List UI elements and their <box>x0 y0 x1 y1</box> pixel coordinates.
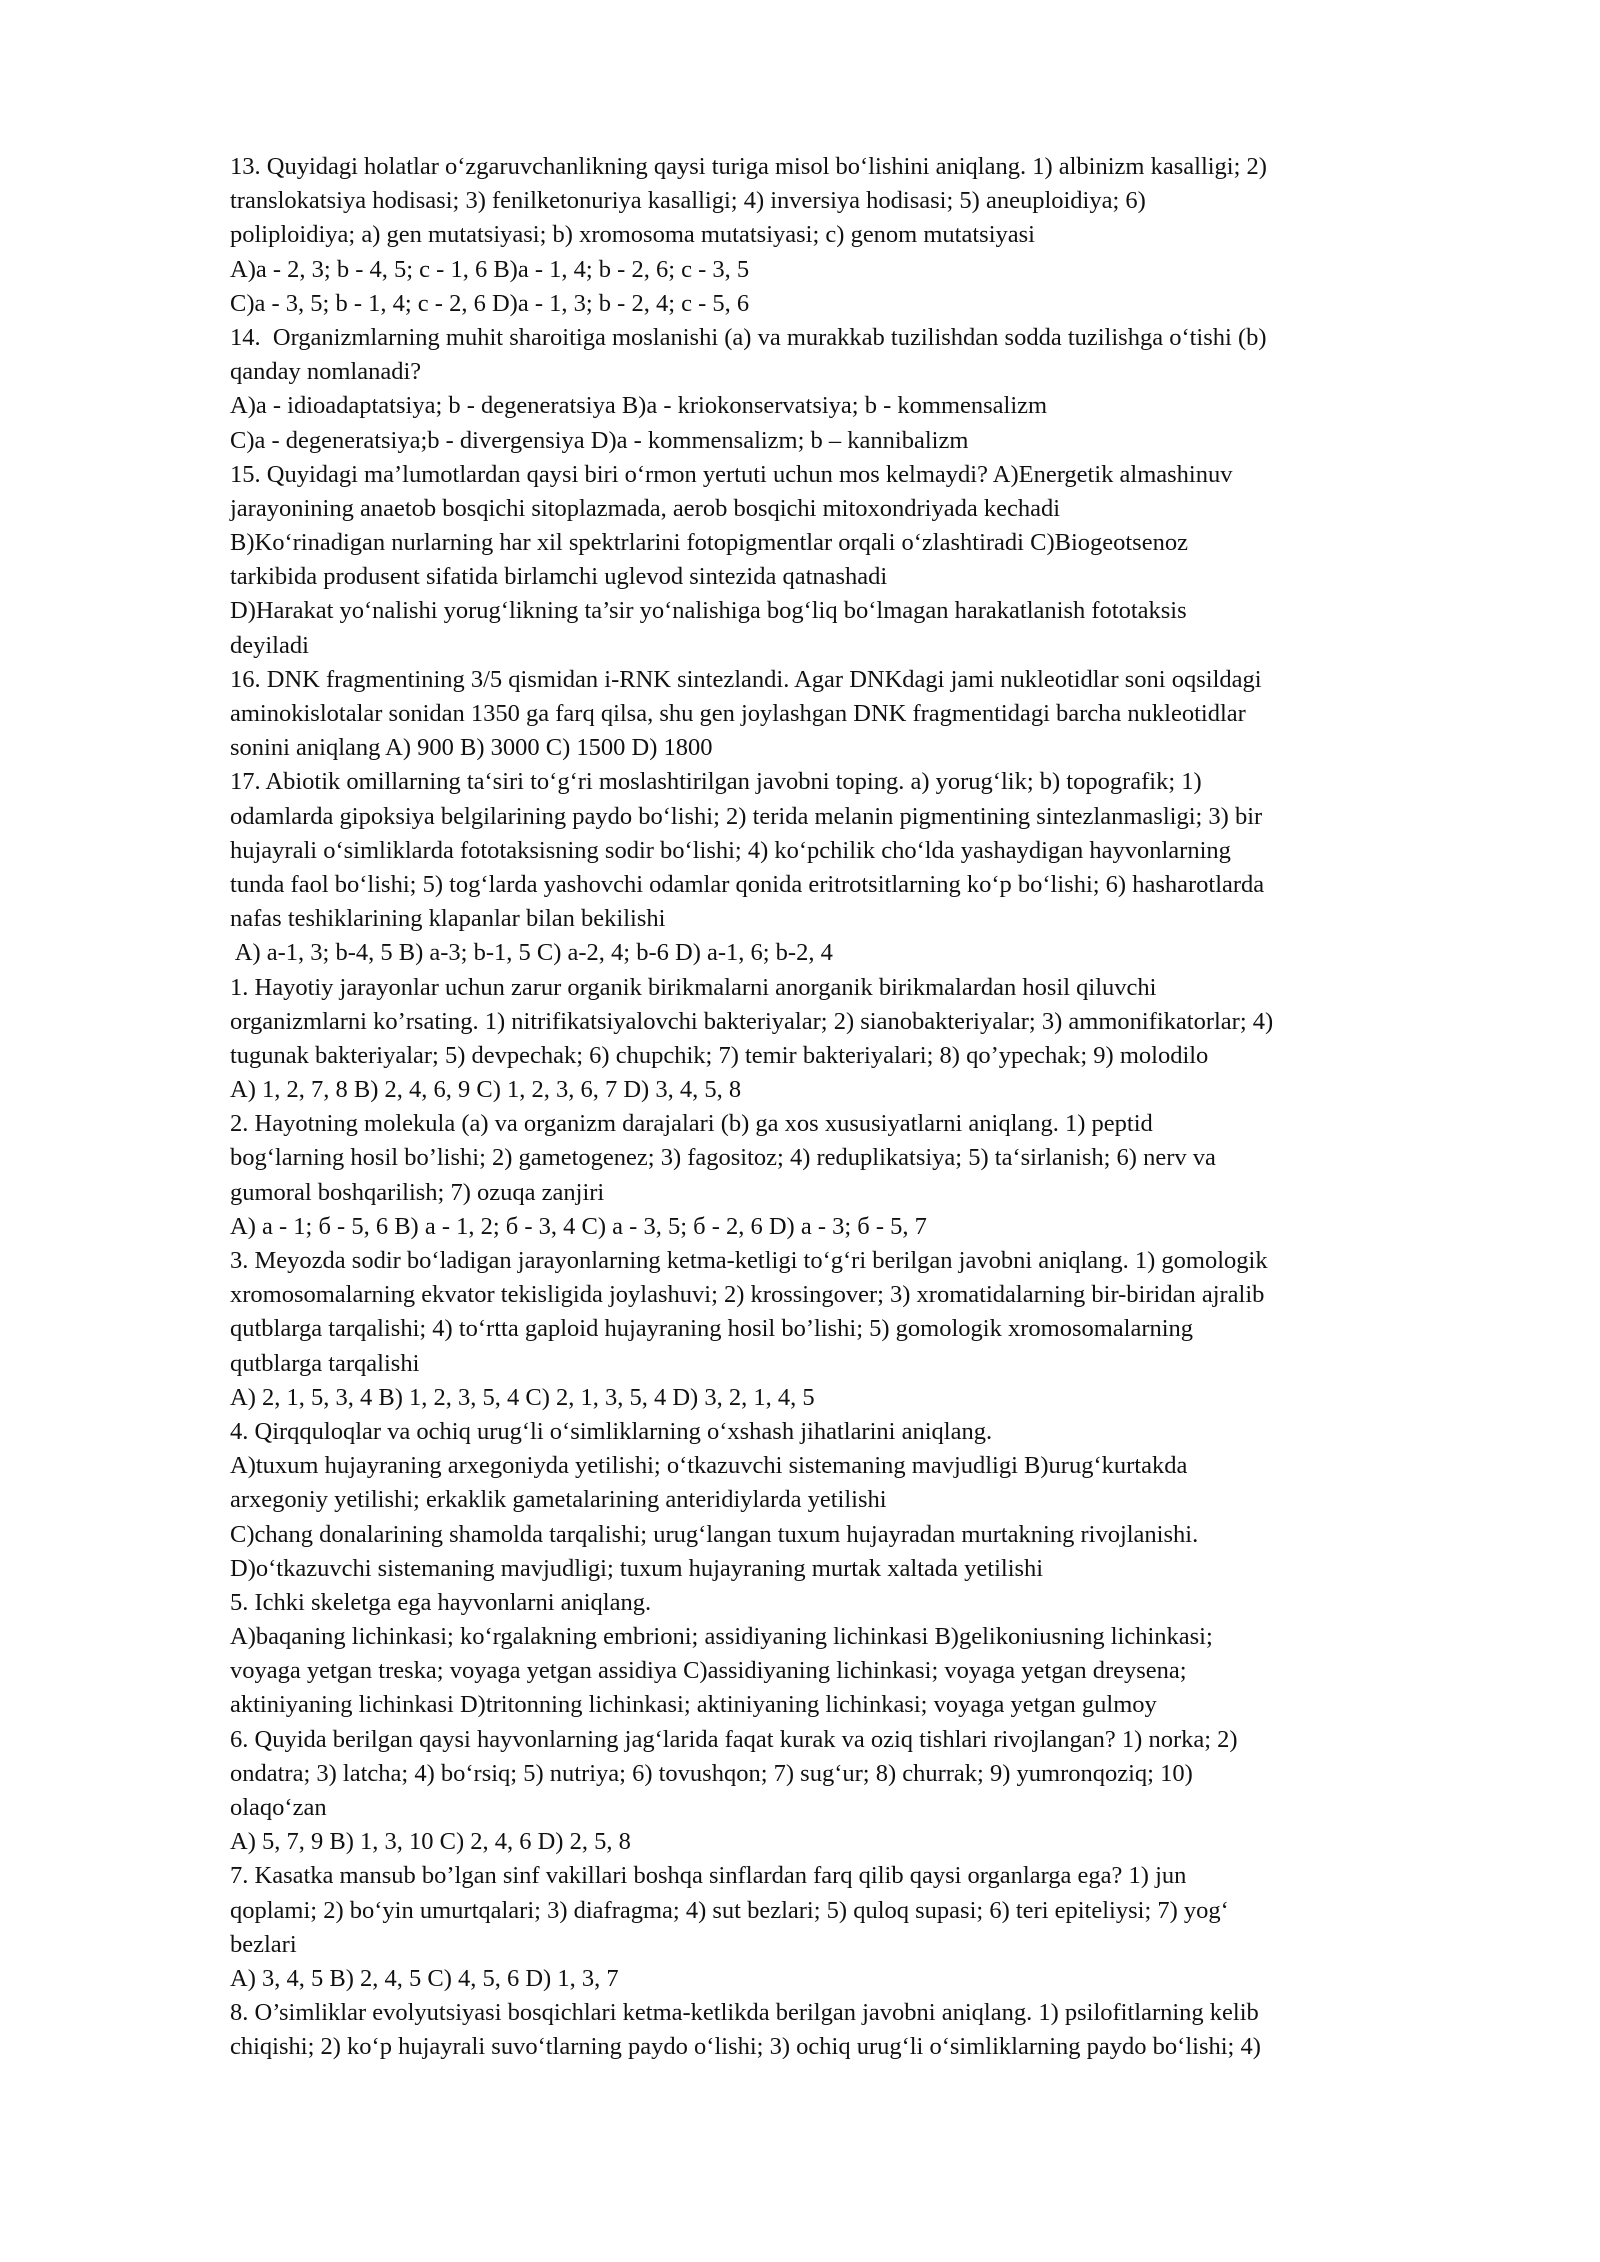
text-line: D)o‘tkazuvchi sistemaning mavjudligi; tuxum hujayraning murtak xaltada yetilishi <box>230 1554 1044 1582</box>
text-line: 6. Quyida berilgan qaysi hayvonlarning jag‘larida faqat kurak va oziq tishlari rivojlangan? 1) norka; 2) <box>230 1725 1238 1753</box>
text-line: arxegoniy yetilishi; erkaklik gametalarining anteridiylarda yetilishi <box>230 1486 887 1514</box>
text-line: qanday nomlanadi? <box>230 358 422 386</box>
text-line: xromosomalarning ekvator tekisligida joylashuvi; 2) krossingover; 3) xromatidalarning bir-biridan ajralib <box>230 1281 1265 1309</box>
text-line: aktiniyaning lichinkasi D)tritonning lichinkasi; aktiniyaning lichinkasi; voyaga yetgan gulmoy <box>230 1691 1157 1719</box>
text-line: jarayonining anaetob bosqichi sitoplazmada, aerob bosqichi mitoxondriyada kechadi <box>230 494 1061 522</box>
text-line: bezlari <box>230 1930 297 1958</box>
text-line: C)a - degeneratsiya;b - divergensiya D)a - kommensalizm; b – kannibalizm <box>230 426 969 454</box>
text-line: D)Harakat yo‘nalishi yorug‘likning ta’sir yo‘nalishiga bog‘liq bo‘lmagan harakatlanish fototaksis <box>230 597 1187 625</box>
text-line: A) 2, 1, 5, 3, 4 B) 1, 2, 3, 5, 4 C) 2, 1, 3, 5, 4 D) 3, 2, 1, 4, 5 <box>230 1383 815 1411</box>
text-line: A) a - 1; б - 5, 6 B) a - 1, 2; б - 3, 4 C) a - 3, 5; б - 2, 6 D) a - 3; б - 5, 7 <box>230 1212 927 1240</box>
text-line: poliploidiya; a) gen mutatsiyasi; b) xromosoma mutatsiyasi; c) genom mutatsiyasi <box>230 221 1035 249</box>
text-line: chiqishi; 2) ko‘p hujayrali suvo‘tlarning paydo o‘lishi; 3) ochiq urug‘li o‘simliklarning paydo bo‘lishi; 4) <box>230 2033 1261 2061</box>
text-line: 5. Ichki skeletga ega hayvonlarni aniqlang. <box>230 1588 652 1616</box>
text-line: tunda faol bo‘lishi; 5) tog‘larda yashovchi odamlar qonida eritrotsitlarning ko‘p bo‘lishi; 6) hasharotlarda <box>230 870 1265 898</box>
text-line: A)baqaning lichinkasi; ko‘rgalakning embrioni; assidiyaning lichinkasi B)gelikoniusning lichinkasi; <box>230 1623 1213 1651</box>
document-body <box>230 150 1525 2065</box>
text-line: A)a - 2, 3; b - 4, 5; c - 1, 6 B)a - 1, 4; b - 2, 6; c - 3, 5 <box>230 255 750 283</box>
text-line: C)chang donalarining shamolda tarqalishi; urug‘langan tuxum hujayradan murtakning rivojlanishi. <box>230 1520 1199 1548</box>
text-line: translokatsiya hodisasi; 3) fenilketonuriya kasalligi; 4) inversiya hodisasi; 5) aneuploidiya; 6) <box>230 187 1146 215</box>
text-line: 17. Abiotik omillarning ta‘siri to‘g‘ri moslashtirilgan javobni toping. a) yorug‘lik; b) topografik; 1) <box>230 768 1202 796</box>
text-line: A)a - idioadaptatsiya; b - degeneratsiya B)a - kriokonservatsiya; b - kommensalizm <box>230 392 1048 420</box>
text-line: gumoral boshqarilish; 7) ozuqa zanjiri <box>230 1178 605 1206</box>
text-line: 15. Quyidagi ma’lumotlardan qaysi biri o‘rmon yertuti uchun mos kelmaydi? A)Energetik almashinuv <box>230 460 1233 488</box>
text-line: sonini aniqlang A) 900 B) 3000 C) 1500 D) 1800 <box>230 734 713 762</box>
text-line: A) 1, 2, 7, 8 B) 2, 4, 6, 9 C) 1, 2, 3, 6, 7 D) 3, 4, 5, 8 <box>230 1076 742 1104</box>
text-line: 16. DNK fragmentining 3/5 qismidan i-RNK sintezlandi. Agar DNKdagi jami nukleotidlar soni oqsildagi <box>230 665 1262 693</box>
text-line: organizmlarni ko’rsating. 1) nitrifikatsiyalovchi bakteriyalar; 2) sianobakteriyalar; 3) ammonifikatorlar; 4) <box>230 1007 1274 1035</box>
text-line: tarkibida produsent sifatida birlamchi uglevod sintezida qatnashadi <box>230 563 888 591</box>
text-line: A) 3, 4, 5 B) 2, 4, 5 C) 4, 5, 6 D) 1, 3, 7 <box>230 1964 619 1992</box>
text-line: A)tuxum hujayraning arxegoniyda yetilishi; o‘tkazuvchi sistemaning mavjudligi B)urug‘kurtakda <box>230 1452 1188 1480</box>
text-line: 2. Hayotning molekula (a) va organizm darajalari (b) ga xos xususiyatlarni aniqlang. 1) peptid <box>230 1110 1153 1138</box>
text-line: 3. Meyozda sodir bo‘ladigan jarayonlarning ketma-ketligi to‘g‘ri berilgan javobni aniqlang. 1) gomologik <box>230 1247 1268 1274</box>
text-line: C)a - 3, 5; b - 1, 4; c - 2, 6 D)a - 1, 3; b - 2, 4; c - 5, 6 <box>230 289 750 317</box>
text-line: voyaga yetgan treska; voyaga yetgan assidiya C)assidiyaning lichinkasi; voyaga yetgan dreysena; <box>230 1657 1187 1685</box>
text-line: aminokislotalar sonidan 1350 ga farq qilsa, shu gen joylashgan DNK fragmentidagi barcha nukleotidlar <box>230 700 1246 727</box>
text-line: olaqo‘zan <box>230 1794 327 1821</box>
text-line: odamlarda gipoksiya belgilarining paydo bo‘lishi; 2) terida melanin pigmentining sintezlanmasligi; 3) bir <box>230 802 1263 830</box>
text-line: ondatra; 3) latcha; 4) bo‘rsiq; 5) nutriya; 6) tovushqon; 7) sug‘ur; 8) churrak; 9) yumronqoziq; 10) <box>230 1759 1193 1787</box>
text-line: 13. Quyidagi holatlar o‘zgaruvchanlikning qaysi turiga misol bo‘lishini aniqlang. 1) albinizm kasalligi; 2) <box>230 153 1267 180</box>
text-line: 4. Qirqquloqlar va ochiq urug‘li o‘simliklarning o‘xshash jihatlarini aniqlang. <box>230 1417 993 1445</box>
text-line: A) a-1, 3; b-4, 5 B) a-3; b-1, 5 C) a-2, 4; b-6 D) a-1, 6; b-2, 4 <box>230 939 833 967</box>
text-line: qutblarga tarqalishi <box>230 1349 420 1377</box>
text-line: nafas teshiklarining klapanlar bilan bekilishi <box>230 905 666 933</box>
text-line: A) 5, 7, 9 B) 1, 3, 10 C) 2, 4, 6 D) 2, 5, 8 <box>230 1828 631 1856</box>
text-line: deyiladi <box>230 631 309 659</box>
text-line: bog‘larning hosil bo’lishi; 2) gametogenez; 3) fagositoz; 4) reduplikatsiya; 5) ta‘sirlanish; 6) nerv va <box>230 1144 1216 1172</box>
text-line: 7. Kasatka mansub bo’lgan sinf vakillari boshqa sinflardan farq qilib qaysi organlarga ega? 1) jun <box>230 1862 1187 1890</box>
text-line: 14. Organizmlarning muhit sharoitiga moslanishi (a) va murakkab tuzilishdan sodda tuzilishga o‘tishi (b) <box>230 323 1267 351</box>
text-line: qoplami; 2) bo‘yin umurtqalari; 3) diafragma; 4) sut bezlari; 5) quloq supasi; 6) teri epiteliysi; 7) yog‘ <box>230 1896 1229 1924</box>
text-line: tugunak bakteriyalar; 5) devpechak; 6) chupchik; 7) temir bakteriyalari; 8) qo’ypechak; 9) molodilo <box>230 1041 1209 1069</box>
text-line: hujayrali o‘simliklarda fototaksisning sodir bo‘lishi; 4) ko‘pchilik cho‘lda yashaydigan hayvonlarning <box>230 836 1231 864</box>
text-line: 1. Hayotiy jarayonlar uchun zarur organik birikmalarni anorganik birikmalardan hosil qiluvchi <box>230 973 1157 1001</box>
text-line: qutblarga tarqalishi; 4) to‘rtta gaploid hujayraning hosil bo’lishi; 5) gomologik xromosomalarning <box>230 1315 1194 1343</box>
text-line: B)Ko‘rinadigan nurlarning har xil spektrlarini fotopigmentlar orqali o‘zlashtiradi C)Biogeotsenoz <box>230 529 1188 557</box>
text-line: 8. O’simliklar evolyutsiyasi bosqichlari ketma-ketlikda berilgan javobni aniqlang. 1) psilofitlarning kelib <box>230 1999 1259 2027</box>
